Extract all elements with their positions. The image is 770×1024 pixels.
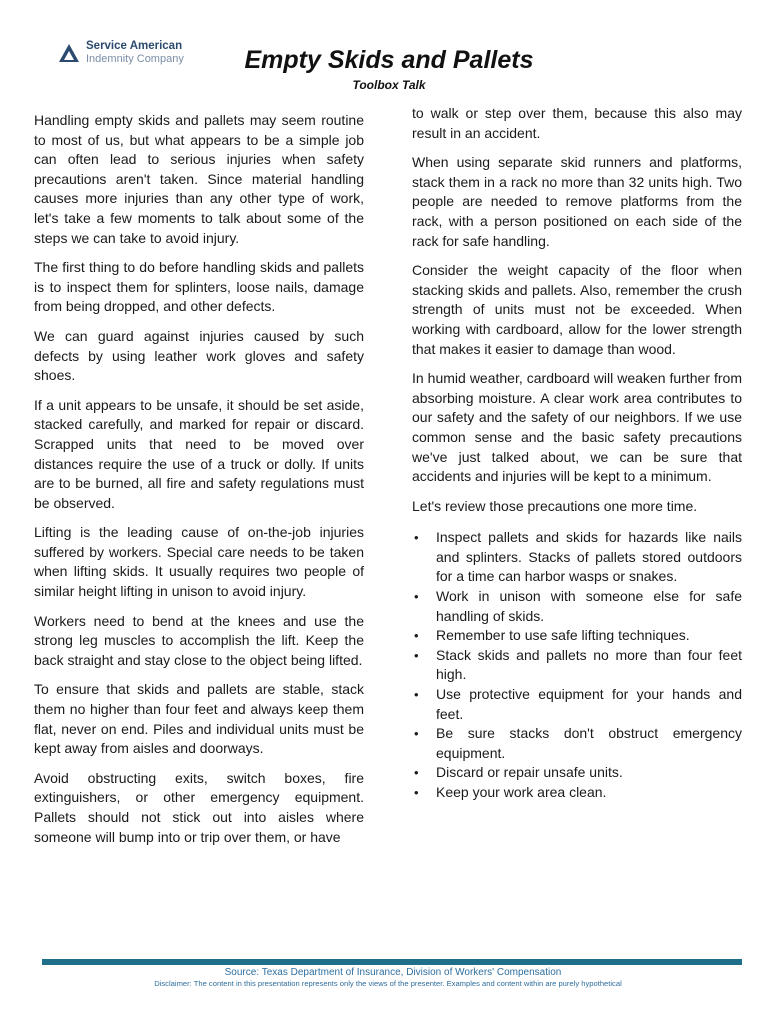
paragraph: If a unit appears to be unsafe, it should be set aside, stacked carefully, and marked for repair or discard. Scrapped units that need to be moved over distances require the use of a truck or dolly. If units are to be burned, all fire and safety regulations must be observed.	[34, 396, 364, 511]
logo-company-subname: Indemnity Company	[86, 53, 184, 65]
paragraph: Workers need to bend at the knees and use the strong leg muscles to accomplish the lift. Keep the back straight and stay close to the object being lifted.	[34, 612, 364, 668]
paragraph: In humid weather, cardboard will weaken further from absorbing moisture. A clear work area contributes to our safety and the safety of our neighbors. If we use common sense and the basic safety precautions we've just talked about, we can be sure that accidents and injuries will be kept to a minimum.	[412, 370, 742, 485]
footer-divider	[42, 959, 742, 965]
list-item: • Keep your work area clean.	[412, 783, 742, 803]
paragraph: to walk or step over them, because this also may result in an accident.	[412, 105, 742, 141]
paragraph: The first thing to do before handling skids and pallets is to inspect them for splinters, loose nails, damage from being dropped, and other defects.	[34, 259, 364, 315]
paragraph: Handling empty skids and pallets may seem routine to most of us, but what appears to be a simple job can often lead to serious injuries when safety precautions aren't taken. Since material handling causes more injuries than any other type of work, let's take a few moments to talk about some of the steps we can take to avoid injury.	[34, 112, 364, 246]
list-item: • Use protective equipment for your hands and feet.	[412, 685, 742, 724]
footer-source: Source: Texas Department of Insurance, Division of Workers' Compensation	[224, 967, 562, 978]
list-item: • Remember to use safe lifting techniques.	[412, 626, 742, 646]
paragraph: We can guard against injuries caused by such defects by using leather work gloves and safety shoes.	[34, 327, 364, 384]
paragraph: To ensure that skids and pallets are stable, stack them no higher than four feet and always keep them flat, never on end. Piles and individual units must be kept away from aisles and doorways.	[34, 681, 364, 757]
list-item: • Be sure stacks don't obstruct emergency equipment.	[412, 724, 742, 763]
left-column	[34, 111, 364, 857]
paragraph: Avoid obstructing exits, switch boxes, fire extinguishers, or other emergency equipment. Pallets should not stick out into aisles where someone will bump into or trip over them, or have	[34, 769, 364, 845]
right-column	[412, 104, 742, 803]
list-item: • Stack skids and pallets no more than four feet high.	[412, 646, 742, 685]
page-subtitle: Toolbox Talk	[352, 78, 426, 92]
paragraph: Consider the weight capacity of the floor when stacking skids and pallets. Also, remember the crush strength of units must not be exceeded. When working with cardboard, allow for the lower strength that makes it easier to damage than wood.	[412, 262, 742, 357]
list-item: • Inspect pallets and skids for hazards like nails and splinters. Stacks of pallets stored outdoors for a time can harbor wasps or snakes.	[412, 528, 742, 587]
list-item: • Discard or repair unsafe units.	[412, 763, 742, 783]
precautions-list	[412, 528, 742, 802]
list-item: • Work in unison with someone else for safe handling of skids.	[412, 587, 742, 626]
paragraph: When using separate skid runners and platforms, stack them in a rack no more than 32 units high. Two people are needed to remove platforms from the rack, with a person positioned on each side of the rack for safe handling.	[412, 154, 742, 249]
page-title: Empty Skids and Pallets	[244, 46, 534, 74]
paragraph: Lifting is the leading cause of on-the-job injuries suffered by workers. Special care needs to be taken when lifting skids. It usually requires two people of similar height lifting in unison to avoid injury.	[34, 524, 364, 600]
footer-disclaimer: Disclaimer: The content in this presentation represents only the views of the presenter. Examples and content within are purely hypothetical	[154, 979, 622, 988]
paragraph: Let's review those precautions one more time.	[412, 497, 698, 514]
logo-company-name: Service American	[86, 40, 183, 52]
